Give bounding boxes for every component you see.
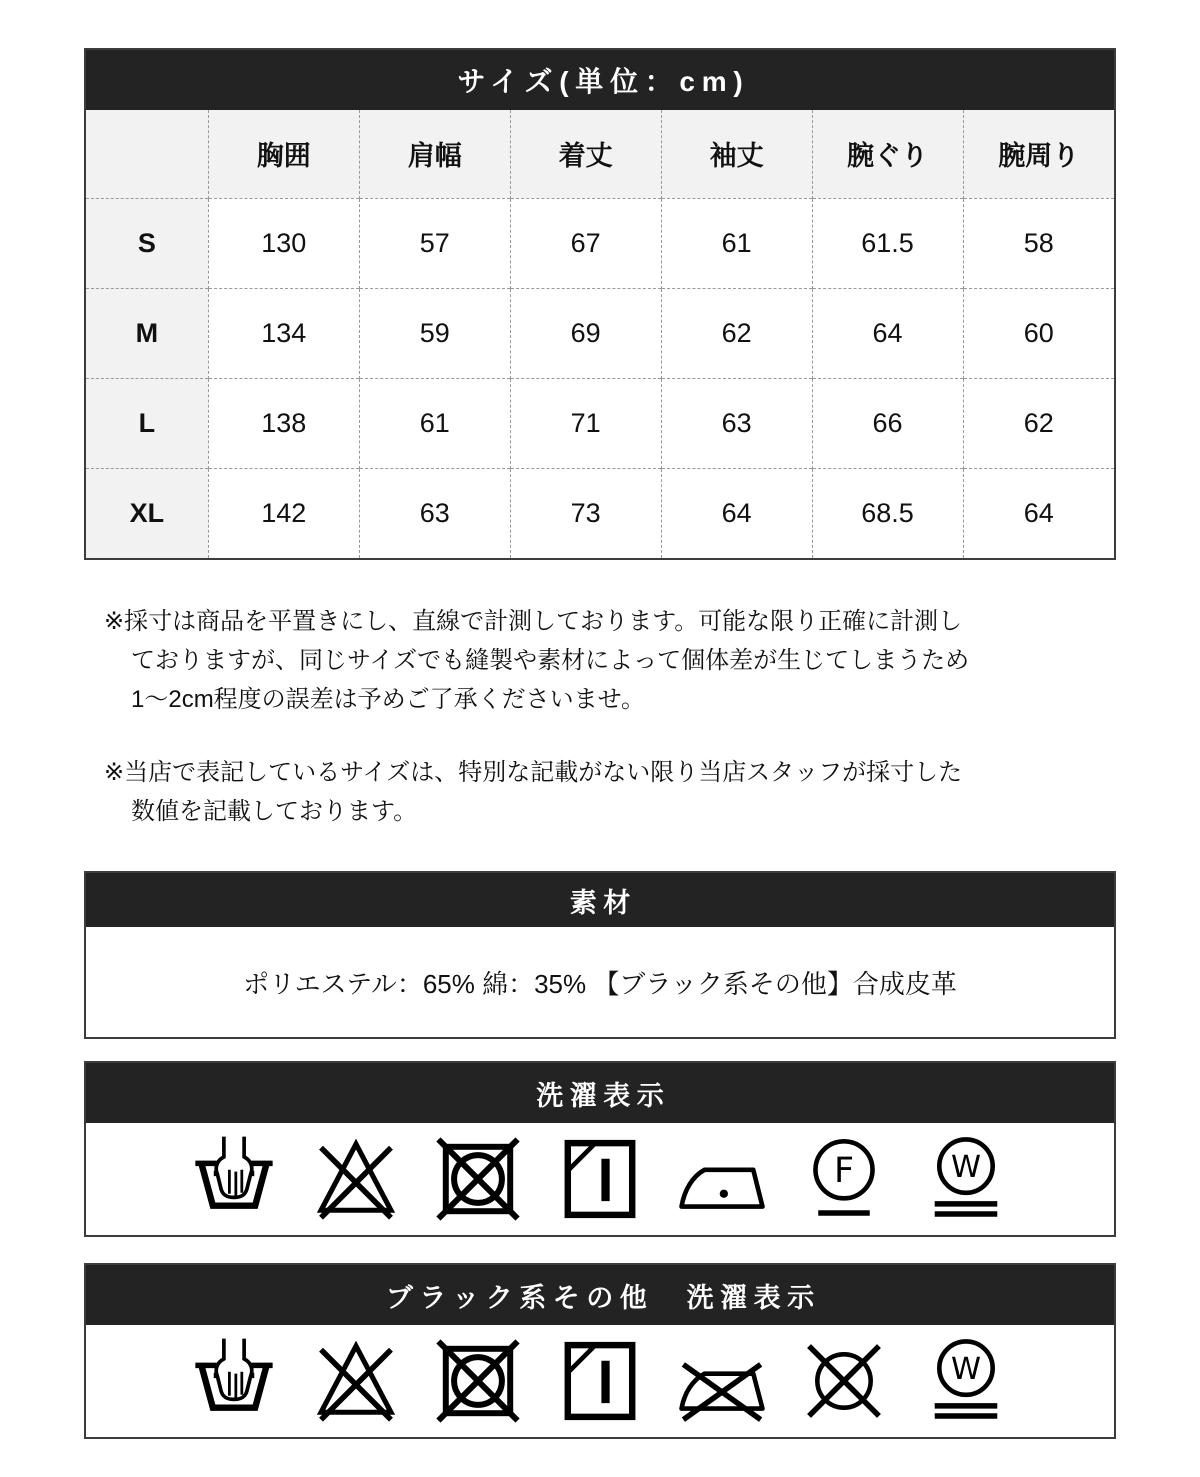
size-value: 64 xyxy=(963,468,1114,558)
size-label: L xyxy=(86,378,208,468)
column-header: 腕ぐり xyxy=(812,110,963,198)
table-row-s xyxy=(86,198,1114,288)
size-value: 62 xyxy=(661,288,812,378)
line-dry-in-shade-icon xyxy=(554,1133,646,1225)
note-line: ※採寸は商品を平置きにし、直線で計測しております。可能な限り正確に計測し xyxy=(104,608,963,635)
size-value: 67 xyxy=(510,198,661,288)
column-header: 袖丈 xyxy=(661,110,812,198)
size-value: 71 xyxy=(510,378,661,468)
column-header: 着丈 xyxy=(510,110,661,198)
size-table-panel xyxy=(84,48,1116,560)
care-title-bar xyxy=(86,1063,1114,1123)
size-value: 58 xyxy=(963,198,1114,288)
column-header: 胸囲 xyxy=(208,110,359,198)
note-measurement-accuracy xyxy=(104,602,1116,719)
size-table-title-bar xyxy=(86,50,1114,110)
hand-wash-icon xyxy=(188,1335,280,1427)
size-value: 64 xyxy=(812,288,963,378)
material-text: ポリエステル：65% 綿：35% 【ブラック系その他】合成皮革 xyxy=(243,968,957,999)
column-header: 腕周り xyxy=(963,110,1114,198)
note-line: 1〜2cm程度の誤差は予めご了承くださいませ。 xyxy=(131,686,645,713)
size-value: 57 xyxy=(359,198,510,288)
material-body xyxy=(86,927,1114,1037)
iron-low-heat-icon xyxy=(676,1133,768,1225)
size-value: 63 xyxy=(359,468,510,558)
size-table-corner-cell xyxy=(86,110,208,198)
size-value: 62 xyxy=(963,378,1114,468)
note-line: ※当店で表記しているサイズは、特別な記載がない限り当店スタッフが採寸した xyxy=(104,759,963,786)
size-value: 61 xyxy=(359,378,510,468)
care-icons-row-black xyxy=(86,1325,1114,1437)
size-value: 130 xyxy=(208,198,359,288)
no-tumble-dry-icon xyxy=(432,1335,524,1427)
size-value: 64 xyxy=(661,468,812,558)
size-table-header-row xyxy=(86,110,1114,198)
table-row-m xyxy=(86,288,1114,378)
care-icons-row xyxy=(86,1123,1114,1235)
no-bleach-icon xyxy=(310,1133,402,1225)
care-title: 洗濯表示 xyxy=(536,1080,671,1111)
wet-clean-very-gentle-icon xyxy=(920,1133,1012,1225)
line-dry-in-shade-icon xyxy=(554,1335,646,1427)
note-staff-measured xyxy=(104,753,1116,831)
size-value: 68.5 xyxy=(812,468,963,558)
measurement-notes xyxy=(104,602,1116,831)
size-value: 73 xyxy=(510,468,661,558)
size-value: 142 xyxy=(208,468,359,558)
size-label: S xyxy=(86,198,208,288)
size-value: 61 xyxy=(661,198,812,288)
dry-clean-petroleum-gentle-icon xyxy=(798,1133,890,1225)
no-tumble-dry-icon xyxy=(432,1133,524,1225)
material-title: 素材 xyxy=(569,887,637,918)
table-row-l xyxy=(86,378,1114,468)
table-row-xl xyxy=(86,468,1114,558)
care-title-bar-black xyxy=(86,1265,1114,1325)
column-header: 肩幅 xyxy=(359,110,510,198)
size-value: 63 xyxy=(661,378,812,468)
size-value: 60 xyxy=(963,288,1114,378)
hand-wash-icon xyxy=(188,1133,280,1225)
no-bleach-icon xyxy=(310,1335,402,1427)
size-label: XL xyxy=(86,468,208,558)
size-label: M xyxy=(86,288,208,378)
size-value: 69 xyxy=(510,288,661,378)
size-value: 66 xyxy=(812,378,963,468)
size-table xyxy=(86,110,1114,558)
care-panel-black-variant xyxy=(84,1263,1116,1439)
note-line: 数値を記載しております。 xyxy=(131,798,418,825)
size-table-title: サイズ(単位：cm) xyxy=(457,66,750,97)
size-value: 134 xyxy=(208,288,359,378)
care-title-black: ブラック系その他 洗濯表示 xyxy=(385,1282,821,1313)
no-dry-clean-icon xyxy=(798,1335,890,1427)
note-line: ておりますが、同じサイズでも縫製や素材によって個体差が生じてしまうため xyxy=(131,647,970,674)
no-iron-icon xyxy=(676,1335,768,1427)
care-panel-main xyxy=(84,1061,1116,1237)
size-value: 61.5 xyxy=(812,198,963,288)
material-panel xyxy=(84,871,1116,1039)
size-value: 138 xyxy=(208,378,359,468)
wet-clean-very-gentle-icon xyxy=(920,1335,1012,1427)
size-value: 59 xyxy=(359,288,510,378)
material-title-bar xyxy=(86,873,1114,927)
